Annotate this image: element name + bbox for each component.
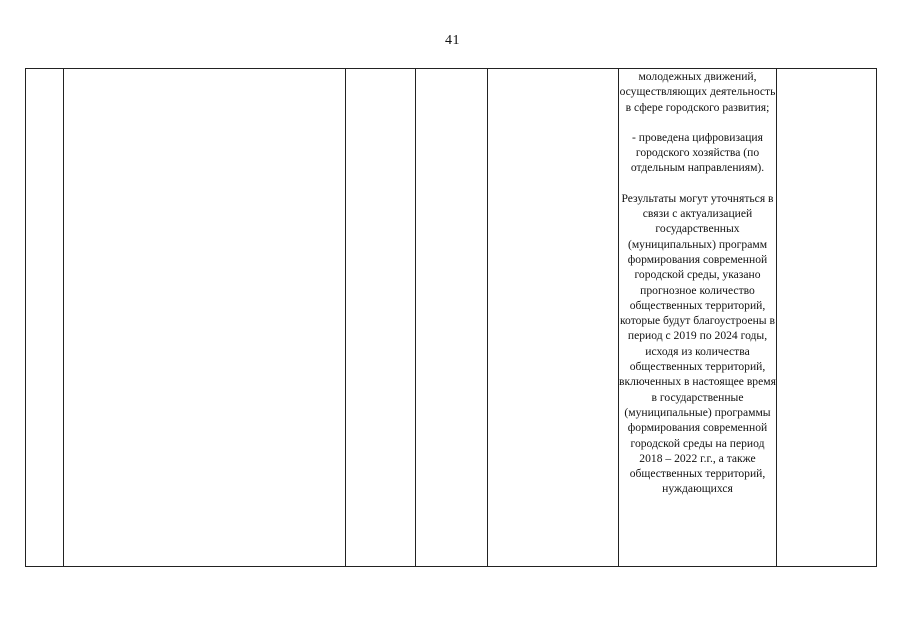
table-row	[26, 69, 877, 567]
table-cell-col1	[26, 69, 64, 567]
document-table	[25, 68, 877, 567]
results-paragraph-2: - проведена цифровизация городского хозяйства (по отдельным направлениям).	[630, 130, 765, 175]
results-paragraph-1: молодежных движений, осуществляющих деятельность в сфере городского развития;	[619, 70, 776, 114]
table-cell-col5	[488, 69, 619, 567]
results-paragraph-3: Результаты могут уточняться в связи с актуализацией государственных (муниципальных) программ формирования современной городской среды, указано прогнозное количество общественных территорий, которые будут благоустроены в период с 2019 по 2024 годы, исходя из количества общественных территорий, включенных в настоящее время в государственные (муниципальные) программы формирования современной городской среды на период 2018 – 2022 г.г., а также общественных территорий, нуждающихся	[619, 191, 776, 496]
page-number: 41	[445, 33, 460, 48]
table-cell-results	[619, 69, 777, 567]
table-cell-col7	[777, 69, 877, 567]
table-cell-col4	[416, 69, 488, 567]
table-cell-col3	[346, 69, 416, 567]
table-cell-col2	[64, 69, 346, 567]
